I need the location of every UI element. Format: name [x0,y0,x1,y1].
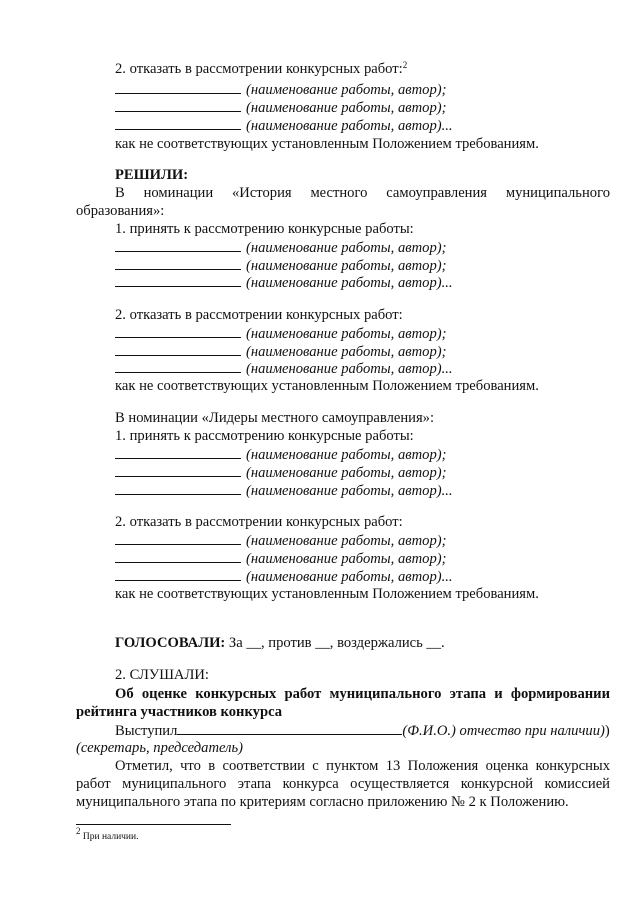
blank-line [115,549,241,563]
voting-line [115,634,610,653]
accept-item: (наименование работы, автор)... [115,481,610,501]
blank-line [115,116,241,130]
voting-text: За __, против __, воздержались __. [225,635,445,651]
footnote-divider [76,824,231,825]
blank-line [115,445,241,459]
voting-label: ГОЛОСОВАЛИ: [115,635,226,651]
blank-line [115,531,241,545]
refuse-item: (наименование работы, автор); [115,80,610,100]
refuse-item: (наименование работы, автор); [115,549,610,569]
speaker-role: (секретарь, председатель) [76,740,243,756]
footnote-mark: 2 [76,826,81,836]
blank-line [115,463,241,477]
blank-line [115,324,241,338]
blank-line [115,342,241,356]
accept-item: (наименование работы, автор); [115,238,610,258]
blank-line [177,721,402,735]
noted-text: Отметил, что в соответствии с пунктом 13 Положения оценка конкурсных [115,758,610,774]
refuse-item: (наименование работы, автор)... [115,116,610,136]
refuse-heading: 2. отказать в рассмотрении конкурсных работ: [115,307,403,323]
refuse-heading: 2. отказать в рассмотрении конкурсных работ: [115,514,403,530]
blank-line [115,567,241,581]
heard-label: 2. СЛУШАЛИ: [115,667,209,683]
noted-text-end: муниципального этапа по критериям согласно приложению № 2 к Положению. [76,794,569,810]
decided-label: РЕШИЛИ: [115,167,189,183]
nomination-1-title-cont: образования»: [76,203,165,219]
blank-line [115,481,241,495]
footnote-ref: 2 [402,60,408,70]
reason-text: как не соответствующих установленным Положением требованиям. [115,586,539,602]
blank-line [115,80,241,94]
refuse-item: (наименование работы, автор); [115,324,610,344]
accept-item: (наименование работы, автор); [115,445,610,465]
refuse-item: (наименование работы, автор); [115,98,610,118]
accept-item: (наименование работы, автор); [115,463,610,483]
accept-item: (наименование работы, автор); [115,256,610,276]
refuse-item: (наименование работы, автор); [115,342,610,362]
accept-heading: 1. принять к рассмотрению конкурсные работы: [115,428,414,444]
footnote [76,826,139,843]
reason-text: как не соответствующих установленным Положением требованиям. [115,378,539,394]
blank-line [115,256,241,270]
refuse-item: (наименование работы, автор); [115,531,610,551]
item2-title-cont: рейтинга участников конкурса [76,704,283,720]
accept-item: (наименование работы, автор)... [115,273,610,293]
item2-title: Об оценке конкурсных работ муниципального этапа и формировании [115,686,610,702]
nomination-2-title: В номинации «Лидеры местного самоуправления»: [115,410,435,426]
footnote-text: При наличии. [80,832,139,842]
accept-heading: 1. принять к рассмотрению конкурсные работы: [115,221,414,237]
blank-line [115,238,241,252]
noted-text-cont: работ муниципального этапа конкурса осуществляется конкурсной комиссией [76,776,610,792]
refuse-heading: 2. отказать в рассмотрении конкурсных работ:$^2$ [115,60,408,77]
speaker-line: Выступил (Ф.И.О.) отчество при наличии)) [115,723,610,739]
refuse-item: (наименование работы, автор)... [115,567,610,587]
blank-line [115,359,241,373]
blank-line [115,273,241,287]
blank-line [115,98,241,112]
refuse-item: (наименование работы, автор)... [115,359,610,379]
nomination-1-title: В номинации «История местного самоуправления муниципального [115,185,610,201]
reason-text: как не соответствующих установленным Положением требованиям. [115,136,539,152]
